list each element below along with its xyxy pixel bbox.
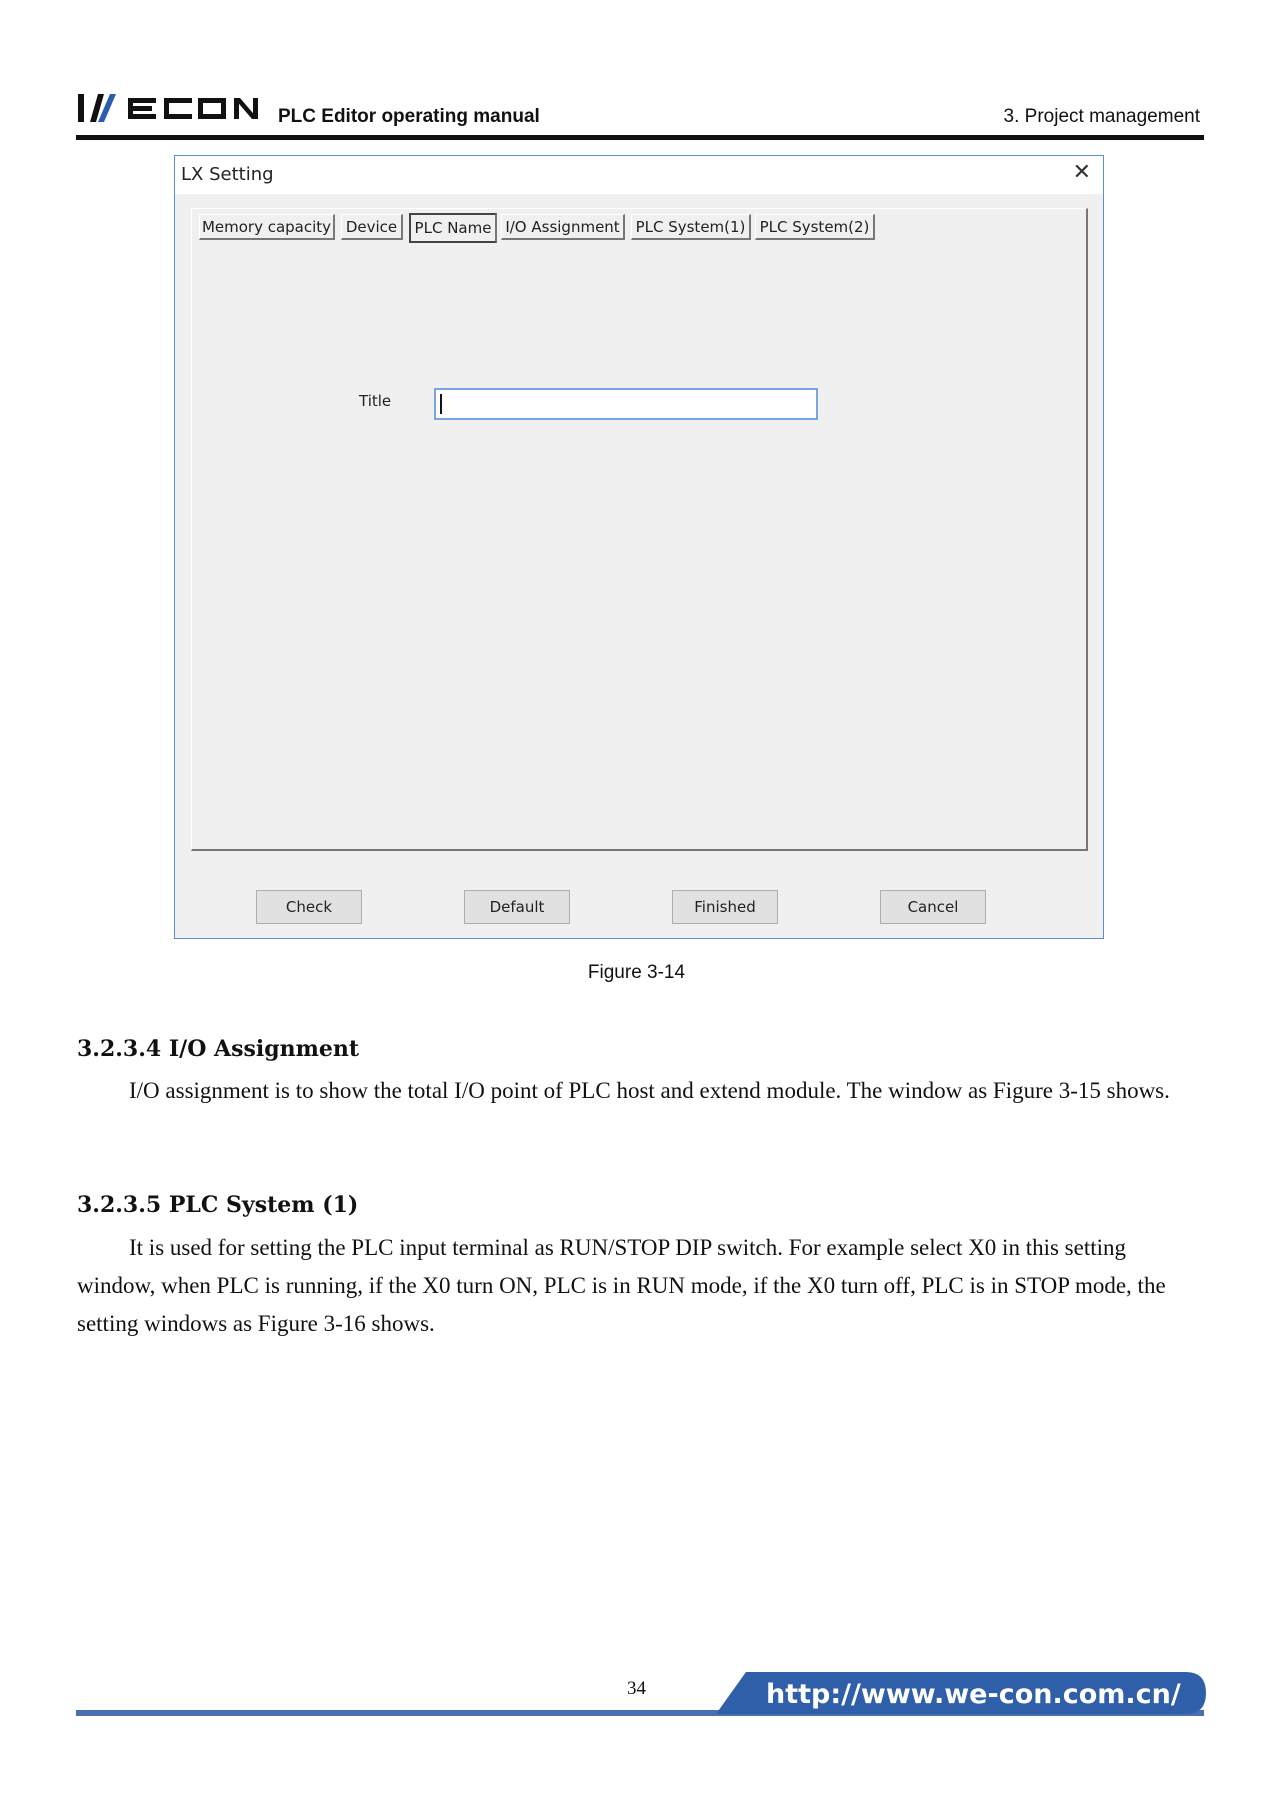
figure-caption: Figure 3-14 bbox=[587, 962, 686, 983]
paragraph-text: It is used for setting the PLC input terminal as RUN/STOP DIP switch. For example select X0 in this setting window, when PLC is running, if the X0 turn ON, PLC is in RUN mode, if the X0 turn off, PLC is in STOP mode, the setting windows as Figure 3-16 shows. bbox=[77, 1235, 1166, 1336]
tab-panel bbox=[191, 208, 1088, 851]
section-heading-io-assignment: 3.2.3.4 I/O Assignment bbox=[77, 1036, 360, 1062]
footer-url[interactable]: http://www.we-con.com.cn/ bbox=[766, 1679, 1181, 1710]
tab-plc-system-2[interactable]: PLC System(2) bbox=[755, 214, 875, 240]
manual-title: PLC Editor operating manual bbox=[278, 106, 540, 127]
footer-url-banner bbox=[716, 1672, 1206, 1714]
finished-button[interactable]: Finished bbox=[672, 890, 778, 924]
check-button[interactable]: Check bbox=[256, 890, 362, 924]
close-icon[interactable]: ✕ bbox=[1072, 160, 1091, 185]
dialog-titlebar bbox=[175, 156, 1103, 194]
title-label: Title bbox=[359, 392, 392, 410]
page-header bbox=[76, 90, 1200, 136]
cancel-button[interactable]: Cancel bbox=[880, 890, 986, 924]
header-rule bbox=[76, 135, 1204, 140]
section-title: 3. Project management bbox=[1003, 106, 1200, 127]
title-input[interactable] bbox=[434, 388, 818, 420]
page-number: 34 bbox=[627, 1678, 646, 1699]
default-button[interactable]: Default bbox=[464, 890, 570, 924]
section-heading-plc-system-1: 3.2.3.5 PLC System (1) bbox=[77, 1192, 359, 1218]
tab-plc-system-1[interactable]: PLC System(1) bbox=[631, 214, 751, 240]
tab-plc-name[interactable]: PLC Name bbox=[409, 213, 497, 243]
section-body-plc-system-1 bbox=[77, 1229, 1205, 1343]
paragraph-text: I/O assignment is to show the total I/O point of PLC host and extend module. The window as Figure 3-15 shows. bbox=[129, 1078, 1170, 1103]
text-caret bbox=[440, 394, 442, 414]
lx-setting-dialog bbox=[174, 155, 1104, 939]
tab-memory-capacity[interactable]: Memory capacity bbox=[199, 214, 335, 240]
dialog-title: LX Setting bbox=[181, 164, 274, 185]
tab-io-assignment[interactable]: I/O Assignment bbox=[501, 214, 625, 240]
wecon-logo bbox=[76, 90, 272, 126]
section-body-io-assignment bbox=[77, 1072, 1205, 1110]
tab-device[interactable]: Device bbox=[341, 214, 403, 240]
